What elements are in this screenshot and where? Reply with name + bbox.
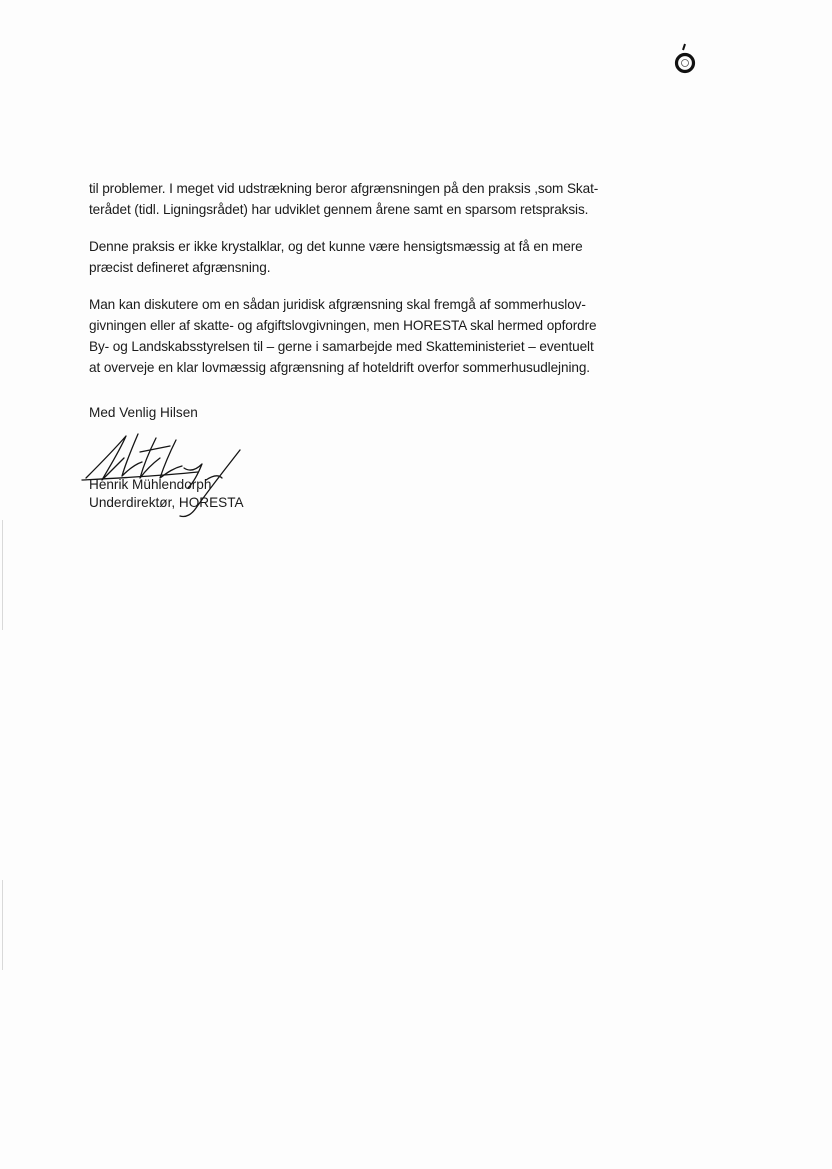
closing-salutation: Med Venlig Hilsen: [89, 405, 198, 420]
paragraph-3: [89, 294, 649, 378]
scan-edge-mark: [2, 520, 3, 630]
paragraph-1: [89, 178, 649, 220]
paragraph-line: terådet (tidl. Ligningsrådet) har udviklet gennem årene samt en sparsom retspraksis.: [89, 202, 589, 217]
paragraph-line: By- og Landskabsstyrelsen til – gerne i samarbejde med Skatteministeriet – eventuelt: [89, 339, 594, 354]
paragraph-line: Denne praksis er ikke krystalklar, og det kunne være hensigtsmæssig at få en mere: [89, 239, 583, 254]
horesta-ring-logo-icon: [672, 42, 698, 76]
signer-title: Underdirektør, HORESTA: [89, 495, 244, 510]
signer-block: [89, 476, 244, 512]
paragraph-2: [89, 236, 649, 278]
paragraph-line: præcist defineret afgrænsning.: [89, 260, 271, 275]
scan-edge-mark: [2, 880, 3, 970]
paragraph-line: givningen eller af skatte- og afgiftslovgivningen, men HORESTA skal hermed opfordre: [89, 318, 597, 333]
paragraph-line: til problemer. I meget vid udstrækning beror afgrænsningen på den praksis ,som Skat-: [89, 181, 599, 196]
signer-name: Henrik Mühlendorph: [89, 477, 212, 492]
paragraph-line: Man kan diskutere om en sådan juridisk afgrænsning skal fremgå af sommerhuslov-: [89, 297, 586, 312]
paragraph-line: at overveje en klar lovmæssig afgrænsning af hoteldrift overfor sommerhusudlejning.: [89, 360, 590, 375]
letter-body: [89, 178, 649, 378]
